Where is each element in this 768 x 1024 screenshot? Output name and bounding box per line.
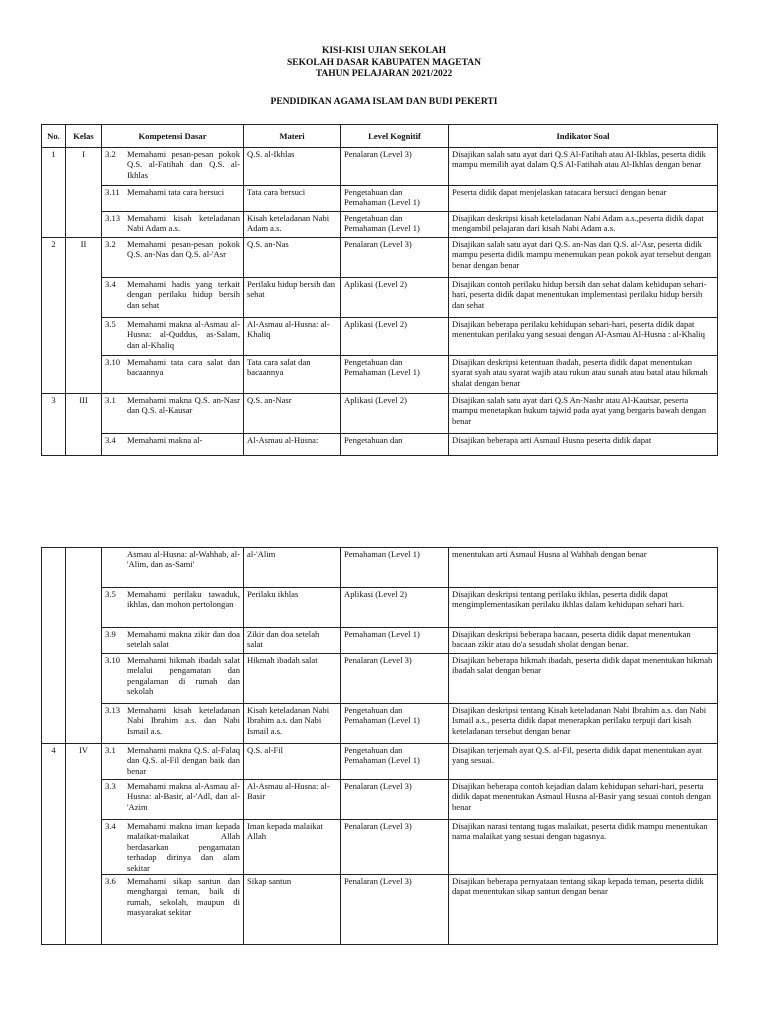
- table-row: [42, 394, 718, 434]
- kd-content: [105, 279, 240, 310]
- col-header-kd: Kompetensi Dasar: [102, 125, 244, 148]
- cell-materi: Kisah keteladanan Nabi Ibrahim a.s. dan Nabi Ismail a.s.: [244, 704, 341, 744]
- table-row: [42, 278, 718, 318]
- kd-number: 3.13: [105, 705, 121, 715]
- kd-text: Memahami makna al-Asmau al-Husna: al-Quddus, as-Salam, dan al-Khaliq: [127, 319, 240, 350]
- col-header-materi: Materi: [244, 125, 341, 148]
- header-year: TAHUN PELAJARAN 2021/2022: [315, 69, 453, 79]
- kd-number: 3.2: [105, 239, 116, 249]
- cell-kompetensi-dasar: [102, 186, 244, 212]
- cell-no: 1: [42, 148, 66, 238]
- table-row: [42, 875, 718, 945]
- cell-materi: Q.S. an-Nasr: [244, 394, 341, 434]
- kd-number: 3.9: [105, 629, 116, 639]
- kd-content: [105, 395, 240, 416]
- cell-kelas: III: [66, 394, 102, 456]
- cell-indikator-soal: Disajikan deskripsi kisah keteladanan Nabi Adam a.s.,peserta didik dapat mengambil pelajaran dari kisah Nabi Adam a.s.: [449, 212, 718, 238]
- table-row: [42, 704, 718, 744]
- kd-number: 3.4: [105, 279, 116, 289]
- kd-text: Memahami makna Q.S. al-Falaq dan Q.S. al-Fil dengan baik dan benar: [127, 745, 240, 776]
- kd-number: 3.6: [105, 876, 116, 887]
- kd-number: 3.4: [105, 435, 116, 445]
- kd-content: [105, 745, 240, 776]
- cell-level-kognitif: Penalaran (Level 3): [341, 875, 449, 945]
- cell-materi: Zikir dan doa setelah salat: [244, 628, 341, 654]
- cell-no: 4: [42, 744, 66, 945]
- cell-kompetensi-dasar: [102, 548, 244, 588]
- cell-level-kognitif: Pengetahuan dan Pemahaman (Level 1): [341, 744, 449, 780]
- table-row: [42, 434, 718, 456]
- cell-kelas: II: [66, 238, 102, 394]
- cell-kompetensi-dasar: [102, 628, 244, 654]
- cell-kompetensi-dasar: [102, 238, 244, 278]
- document-header: [0, 46, 768, 81]
- cell-no: [42, 548, 66, 744]
- cell-materi: Al-Asmau al-Husna: al-Khaliq: [244, 318, 341, 356]
- kd-number: 3.1: [105, 395, 116, 405]
- cell-kompetensi-dasar: [102, 318, 244, 356]
- cell-materi: Hikmah ibadah salat: [244, 654, 341, 704]
- kd-text: Memahami pesan-pesan pokok Q.S. an-Nas dan Q.S. al-'Asr: [127, 239, 240, 260]
- cell-indikator-soal: Disajikan beberapa pernyataan tentang sikap kepada teman, peserta didik dapat menentukan sikap santun dengan benar: [449, 875, 718, 945]
- kd-number: 3.2: [105, 149, 116, 159]
- cell-level-kognitif: Pengetahuan dan: [341, 434, 449, 456]
- cell-no: 2: [42, 238, 66, 394]
- cell-level-kognitif: Aplikasi (Level 2): [341, 588, 449, 628]
- kd-number: 3.5: [105, 319, 116, 329]
- cell-kelas: IV: [66, 744, 102, 945]
- table-body-part-1: [42, 148, 718, 456]
- cell-materi: Perilaku hidup bersih dan sehat: [244, 278, 341, 318]
- cell-no: 3: [42, 394, 66, 456]
- kd-content: [105, 549, 240, 570]
- kisi-table-part-1: [41, 124, 718, 456]
- cell-indikator-soal: Disajikan deskripsi tentang perilaku ikhlas, peserta didik dapat mengimplementasikan perilaku ikhlas dalam kehidupan sehari hari.: [449, 588, 718, 628]
- cell-materi: Al-Asmau al-Husna:: [244, 434, 341, 456]
- cell-materi: al-'Alim: [244, 548, 341, 588]
- cell-kelas: I: [66, 148, 102, 238]
- cell-kompetensi-dasar: [102, 148, 244, 186]
- kd-number: 3.1: [105, 745, 116, 755]
- cell-level-kognitif: Penalaran (Level 3): [341, 148, 449, 186]
- table-row: [42, 548, 718, 588]
- col-header-indikator: Indikator Soal: [449, 125, 718, 148]
- cell-kompetensi-dasar: [102, 654, 244, 704]
- cell-indikator-soal: Peserta didik dapat menjelaskan tatacara bersuci dengan benar: [449, 186, 718, 212]
- kd-text: Memahami tata cara bersuci: [127, 187, 225, 197]
- cell-materi: Tata cara bersuci: [244, 186, 341, 212]
- kd-content: [105, 319, 240, 350]
- kd-content: [105, 239, 240, 260]
- table-row: [42, 780, 718, 820]
- kd-content: [105, 655, 240, 697]
- cell-kelas: [66, 548, 102, 744]
- cell-level-kognitif: Aplikasi (Level 2): [341, 278, 449, 318]
- cell-indikator-soal: Disajikan salah satu ayat dari Q.S An-Nashr atau Al-Kautsar, peserta mampu menetapkan hukum tajwid pada ayat yang bergaris bawah dengan benar: [449, 394, 718, 434]
- cell-indikator-soal: Disajikan salah satu ayat dari Q.S. an-Nas dan Q.S. al-'Asr, peserta didik mampu peserta didik mampu menemukan pean pokok ayat tersebut dengan benar dengan benar: [449, 238, 718, 278]
- kd-text: Memahami makna al-: [127, 435, 203, 445]
- cell-level-kognitif: Pemahaman (Level 1): [341, 628, 449, 654]
- col-header-level: Level Kognitif: [341, 125, 449, 148]
- kd-text: Memahami kisah keteladanan Nabi Ibrahim a.s. dan Nabi Ismail a.s.: [127, 705, 240, 736]
- cell-indikator-soal: Disajikan deskripsi ketentuan ibadah, peserta didik dapat menentukan syarat syah atau syarat wajib atau rukun atau sunah atau batal atau hikmah shalat dengan benar: [449, 356, 718, 394]
- table-row: [42, 212, 718, 238]
- kd-text: Memahami pesan-pesan pokok Q.S. al-Fatihah dan Q.S. al-Ikhlas: [127, 149, 240, 180]
- kd-text: Memahami hadis yang terkait dengan perilaku hidup bersih dan sehat: [127, 279, 240, 310]
- cell-level-kognitif: Pengetahuan dan Pemahaman (Level 1): [341, 356, 449, 394]
- cell-kompetensi-dasar: [102, 820, 244, 875]
- cell-kompetensi-dasar: [102, 394, 244, 434]
- kd-text: Asmau al-Husna: al-Wahhab, al-'Alim, dan as-Sami': [127, 549, 240, 570]
- cell-kompetensi-dasar: [102, 434, 244, 456]
- kd-content: [105, 213, 240, 234]
- cell-level-kognitif: Pemahaman (Level 1): [341, 548, 449, 588]
- table-row: [42, 744, 718, 780]
- kd-number: 3.3: [105, 781, 116, 791]
- table-row: [42, 820, 718, 875]
- cell-level-kognitif: Penalaran (Level 3): [341, 820, 449, 875]
- kd-number: 3.13: [105, 213, 121, 223]
- cell-level-kognitif: Penalaran (Level 3): [341, 780, 449, 820]
- kd-text: Memahami kisah keteladanan Nabi Adam a.s.: [127, 213, 240, 234]
- cell-materi: Kisah keteladanan Nabi Adam a.s.: [244, 212, 341, 238]
- cell-kompetensi-dasar: [102, 588, 244, 628]
- kd-content: [105, 357, 240, 378]
- cell-kompetensi-dasar: [102, 356, 244, 394]
- cell-materi: Q.S. al-Fil: [244, 744, 341, 780]
- kd-text: Memahami tata cara salat dan bacaannya: [127, 357, 240, 378]
- cell-materi: Al-Asmau al-Husna: al-Basir: [244, 780, 341, 820]
- table-row: [42, 148, 718, 186]
- kd-content: [105, 705, 240, 736]
- kd-text: Memahami sikap santun dan menghargai teman, baik di rumah, sekolah, maupun di masyarakat sekitar: [127, 876, 240, 918]
- table-header-row: [42, 125, 718, 148]
- kd-text: Memahami hikmah ibadah salat melalui pengamatan dan pengalaman di rumah dan sekolah: [127, 655, 240, 697]
- cell-kompetensi-dasar: [102, 704, 244, 744]
- cell-indikator-soal: Disajikan terjemah ayat Q.S. al-Fil, peserta didik dapat menentukan ayat yang sesuai.: [449, 744, 718, 780]
- kd-text: Memahami perilaku tawaduk, ikhlas, dan mohon pertolongan: [127, 589, 240, 610]
- cell-materi: Q.S. al-Ikhlas: [244, 148, 341, 186]
- table-row: [42, 318, 718, 356]
- cell-materi: Q.S. an-Nas: [244, 238, 341, 278]
- cell-materi: Iman kepada malaikat Allah: [244, 820, 341, 875]
- cell-kompetensi-dasar: [102, 212, 244, 238]
- header-school: SEKOLAH DASAR KABUPATEN MAGETAN: [287, 57, 481, 68]
- cell-indikator-soal: Disajikan beberapa contoh kejadian dalam kehidupan sehari-hari, peserta didik dapat menentukan Asmaul Husna al-Basir yang sesuai contoh dengan benar: [449, 780, 718, 820]
- kd-content: [105, 589, 240, 610]
- cell-level-kognitif: Penalaran (Level 3): [341, 654, 449, 704]
- cell-indikator-soal: Disajikan narasi tentang tugas malaikat, peserta didik mampu menentukan nama malaikat yang sesuai dengan tugasnya.: [449, 820, 718, 875]
- table-row: [42, 186, 718, 212]
- kd-content: [105, 821, 240, 873]
- cell-indikator-soal: Disajikan deskripsi tentang Kisah keteladanan Nabi Ibrahim a.s. dan Nabi Ismail a.s., peserta didik dapat menerapkan perilaku terpuji dari kisah keteladanan tersebut dengan benar: [449, 704, 718, 744]
- kd-text: Memahami makna al-Asmau al-Husna: al-Basir, al-'Adl, dan al-'Azim: [127, 781, 240, 812]
- cell-materi: Tata cara salat dan bacaannya: [244, 356, 341, 394]
- cell-indikator-soal: Disajikan beberapa arti Asmaul Husna peserta didik dapat: [449, 434, 718, 456]
- cell-level-kognitif: Pengetahuan dan Pemahaman (Level 1): [341, 186, 449, 212]
- table-row: [42, 654, 718, 704]
- kd-content: [105, 876, 240, 918]
- kd-number: 3.10: [105, 357, 121, 367]
- cell-kompetensi-dasar: [102, 780, 244, 820]
- cell-kompetensi-dasar: [102, 875, 244, 945]
- kd-number: 3.10: [105, 655, 121, 665]
- kisi-table-part-2: [41, 547, 718, 945]
- kd-number: 3.5: [105, 589, 116, 599]
- table-row: [42, 588, 718, 628]
- kd-content: [105, 187, 240, 197]
- col-header-no: No.: [42, 125, 66, 148]
- kd-text: Memahami makna zikir dan doa setelah salat: [127, 629, 240, 650]
- cell-indikator-soal: menentukan arti Asmaul Husna al Wahhab dengan benar: [449, 548, 718, 588]
- cell-indikator-soal: Disajikan deskripsi beberapa bacaan, peserta didik dapat menentukan bacaan zikir atau do'a sesudah sholat dengan benar.: [449, 628, 718, 654]
- cell-level-kognitif: Pengetahuan dan Pemahaman (Level 1): [341, 704, 449, 744]
- cell-indikator-soal: Disajikan salah satu ayat dari Q.S Al-Fatihah atau Al-Ikhlas, peserta didik mampu memilih ayat dalam Q.S Al-Fatihah atau Al-Ikhlas dengan benar: [449, 148, 718, 186]
- cell-level-kognitif: Aplikasi (Level 2): [341, 394, 449, 434]
- table-row: [42, 628, 718, 654]
- cell-kompetensi-dasar: [102, 744, 244, 780]
- table-row: [42, 356, 718, 394]
- kd-content: [105, 149, 240, 180]
- cell-level-kognitif: Aplikasi (Level 2): [341, 318, 449, 356]
- kd-number: 3.11: [105, 187, 120, 197]
- subject-title: PENDIDIKAN AGAMA ISLAM DAN BUDI PEKERTI: [270, 97, 498, 107]
- cell-level-kognitif: Penalaran (Level 3): [341, 238, 449, 278]
- cell-indikator-soal: Disajikan beberapa perilaku kehidupan sehari-hari, peserta didik dapat menentukan perilaku yang sesuai dengan Al-Asmau Al-Husna : al-Khaliq: [449, 318, 718, 356]
- kd-content: [105, 435, 240, 445]
- col-header-kelas: Kelas: [66, 125, 102, 148]
- cell-indikator-soal: Disajikan contoh perilaku hidup bersih dan sehat dalam kehidupan sehari-hari, peserta didik dapat menentukan implementasi perilaku hidup bersih dan sehat: [449, 278, 718, 318]
- kd-text: Memahami makna iman kepada malaikat-malaikat Allah berdasarkan pengamatan terhadap dirinya dan alam sekitar: [127, 821, 240, 873]
- kd-content: [105, 629, 240, 650]
- kd-number: 3.4: [105, 821, 116, 831]
- kd-text: Memahami makna Q.S. an-Nasr dan Q.S. al-Kausar: [127, 395, 240, 416]
- table-body-part-2: [42, 548, 718, 945]
- cell-materi: Perilaku ikhlas: [244, 588, 341, 628]
- cell-materi: Sikap santun: [244, 875, 341, 945]
- cell-level-kognitif: Pengetahuan dan Pemahaman (Level 1): [341, 212, 449, 238]
- kd-content: [105, 781, 240, 812]
- cell-indikator-soal: Disajikan beberapa hikmah ibadah, peserta didik dapat menentukan hikmah ibadah salat dengan benar: [449, 654, 718, 704]
- table-row: [42, 238, 718, 278]
- header-title: KISI-KISI UJIAN SEKOLAH: [321, 46, 447, 56]
- kd-number: [105, 549, 127, 570]
- cell-kompetensi-dasar: [102, 278, 244, 318]
